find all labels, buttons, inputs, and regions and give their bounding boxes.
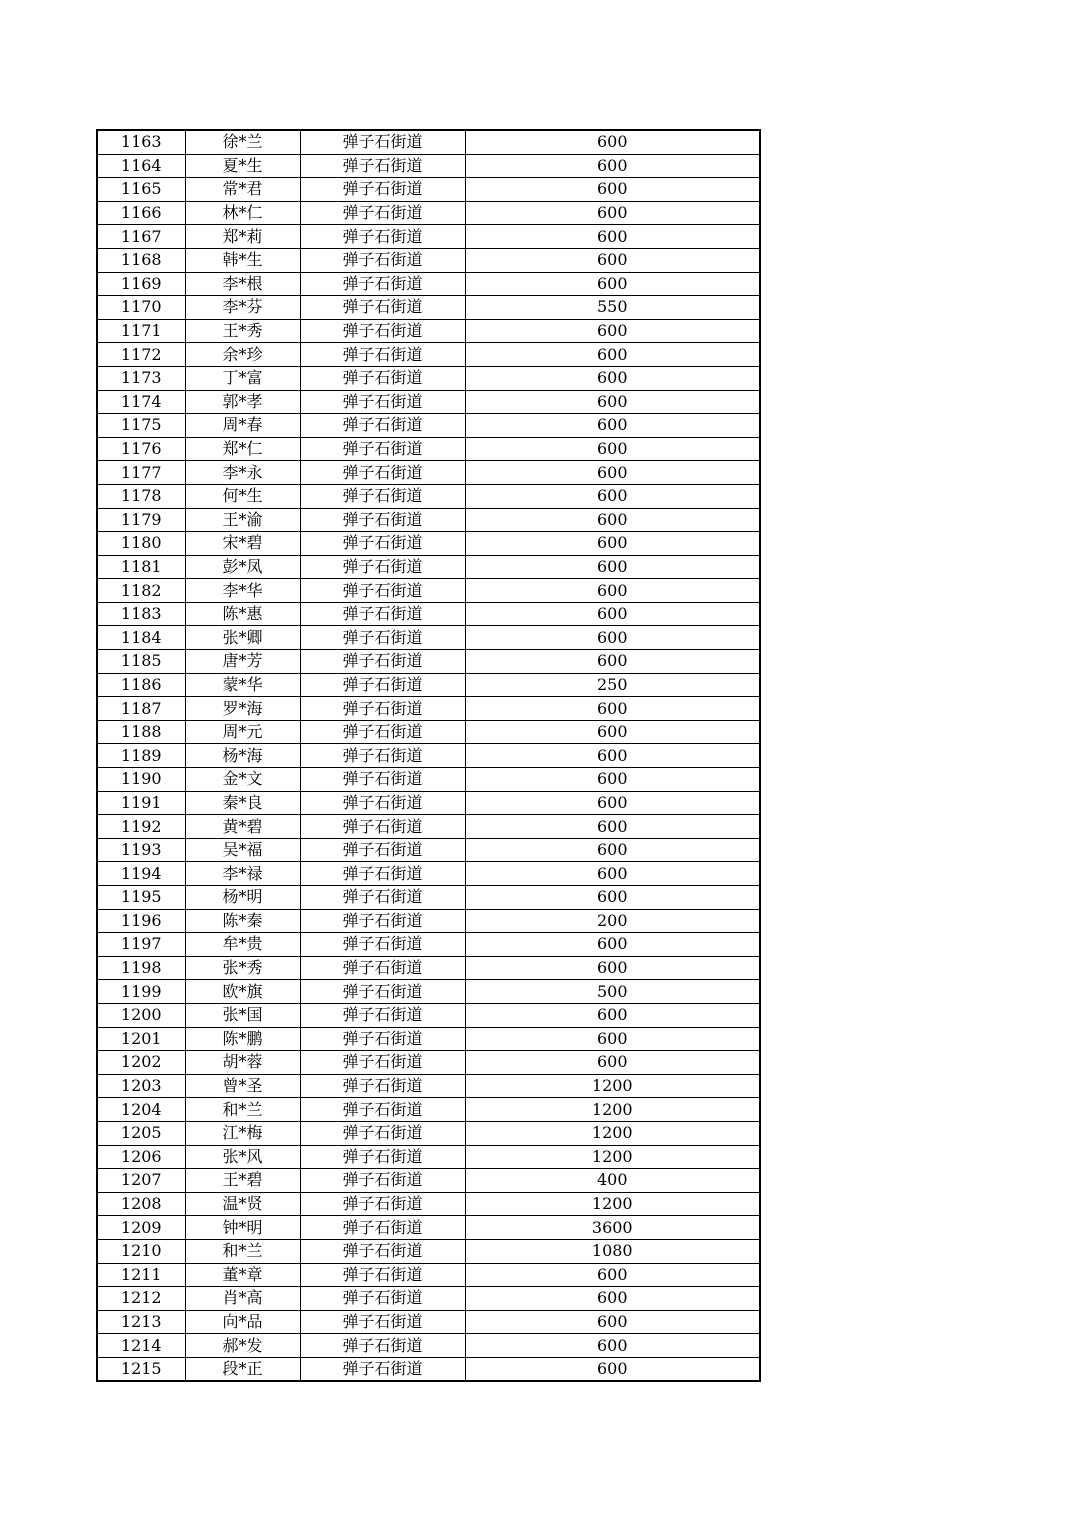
street-cell: 弹子石街道: [300, 154, 465, 178]
row-number-cell: 1174: [97, 390, 185, 414]
amount-cell: 600: [465, 461, 760, 485]
amount-cell: 600: [465, 201, 760, 225]
table-row: [97, 154, 760, 178]
row-number-cell: 1203: [97, 1074, 185, 1098]
name-cell: 韩*生: [185, 248, 300, 272]
row-number-cell: 1167: [97, 225, 185, 249]
table-row: [97, 697, 760, 721]
name-cell: 董*章: [185, 1263, 300, 1287]
row-number-cell: 1214: [97, 1334, 185, 1358]
amount-cell: 1200: [465, 1098, 760, 1122]
table-row: [97, 1027, 760, 1051]
name-cell: 王*碧: [185, 1169, 300, 1193]
name-cell: 常*君: [185, 178, 300, 202]
amount-cell: 600: [465, 602, 760, 626]
street-cell: 弹子石街道: [300, 933, 465, 957]
street-cell: 弹子石街道: [300, 744, 465, 768]
street-cell: 弹子石街道: [300, 886, 465, 910]
table-row: [97, 720, 760, 744]
amount-cell: 250: [465, 673, 760, 697]
table-row: [97, 838, 760, 862]
street-cell: 弹子石街道: [300, 650, 465, 674]
street-cell: 弹子石街道: [300, 508, 465, 532]
street-cell: 弹子石街道: [300, 838, 465, 862]
row-number-cell: 1200: [97, 1003, 185, 1027]
street-cell: 弹子石街道: [300, 956, 465, 980]
street-cell: 弹子石街道: [300, 862, 465, 886]
street-cell: 弹子石街道: [300, 1027, 465, 1051]
row-number-cell: 1192: [97, 815, 185, 839]
table-row: [97, 602, 760, 626]
row-number-cell: 1175: [97, 414, 185, 438]
name-cell: 徐*兰: [185, 130, 300, 154]
amount-cell: 600: [465, 130, 760, 154]
name-cell: 张*风: [185, 1145, 300, 1169]
street-cell: 弹子石街道: [300, 484, 465, 508]
street-cell: 弹子石街道: [300, 980, 465, 1004]
table-row: [97, 579, 760, 603]
street-cell: 弹子石街道: [300, 319, 465, 343]
street-cell: 弹子石街道: [300, 366, 465, 390]
table-row: [97, 1074, 760, 1098]
street-cell: 弹子石街道: [300, 1051, 465, 1075]
name-cell: 杨*明: [185, 886, 300, 910]
table-row: [97, 225, 760, 249]
table-row: [97, 201, 760, 225]
row-number-cell: 1210: [97, 1239, 185, 1263]
table-row: [97, 484, 760, 508]
street-cell: 弹子石街道: [300, 1239, 465, 1263]
table-row: [97, 508, 760, 532]
street-cell: 弹子石街道: [300, 1145, 465, 1169]
name-cell: 王*渝: [185, 508, 300, 532]
table-row: [97, 178, 760, 202]
amount-cell: 1200: [465, 1074, 760, 1098]
street-cell: 弹子石街道: [300, 248, 465, 272]
row-number-cell: 1179: [97, 508, 185, 532]
name-cell: 彭*凤: [185, 555, 300, 579]
table-row: [97, 744, 760, 768]
street-cell: 弹子石街道: [300, 296, 465, 320]
name-cell: 李*华: [185, 579, 300, 603]
name-cell: 余*珍: [185, 343, 300, 367]
name-cell: 罗*海: [185, 697, 300, 721]
row-number-cell: 1202: [97, 1051, 185, 1075]
table-row: [97, 532, 760, 556]
amount-cell: 600: [465, 862, 760, 886]
table-row: [97, 1357, 760, 1381]
name-cell: 温*贤: [185, 1192, 300, 1216]
row-number-cell: 1205: [97, 1121, 185, 1145]
amount-cell: 600: [465, 791, 760, 815]
street-cell: 弹子石街道: [300, 602, 465, 626]
street-cell: 弹子石街道: [300, 178, 465, 202]
table-row: [97, 815, 760, 839]
amount-cell: 600: [465, 366, 760, 390]
name-cell: 李*禄: [185, 862, 300, 886]
amount-cell: 600: [465, 838, 760, 862]
row-number-cell: 1194: [97, 862, 185, 886]
row-number-cell: 1209: [97, 1216, 185, 1240]
amount-cell: 400: [465, 1169, 760, 1193]
amount-cell: 600: [465, 343, 760, 367]
table-row: [97, 980, 760, 1004]
name-cell: 黄*碧: [185, 815, 300, 839]
row-number-cell: 1190: [97, 768, 185, 792]
name-cell: 曾*圣: [185, 1074, 300, 1098]
row-number-cell: 1164: [97, 154, 185, 178]
amount-cell: 600: [465, 626, 760, 650]
name-cell: 周*元: [185, 720, 300, 744]
amount-cell: 1200: [465, 1145, 760, 1169]
row-number-cell: 1215: [97, 1357, 185, 1381]
amount-cell: 600: [465, 178, 760, 202]
amount-cell: 600: [465, 390, 760, 414]
amount-cell: 600: [465, 225, 760, 249]
name-cell: 陈*惠: [185, 602, 300, 626]
amount-cell: 200: [465, 909, 760, 933]
table-row: [97, 862, 760, 886]
name-cell: 郑*仁: [185, 437, 300, 461]
row-number-cell: 1168: [97, 248, 185, 272]
amount-cell: 1200: [465, 1192, 760, 1216]
amount-cell: 600: [465, 154, 760, 178]
name-cell: 李*芬: [185, 296, 300, 320]
name-cell: 王*秀: [185, 319, 300, 343]
row-number-cell: 1191: [97, 791, 185, 815]
amount-cell: 600: [465, 744, 760, 768]
table-row: [97, 461, 760, 485]
name-cell: 李*永: [185, 461, 300, 485]
street-cell: 弹子石街道: [300, 414, 465, 438]
amount-cell: 600: [465, 1287, 760, 1311]
row-number-cell: 1189: [97, 744, 185, 768]
amount-cell: 600: [465, 437, 760, 461]
street-cell: 弹子石街道: [300, 1357, 465, 1381]
table-row: [97, 956, 760, 980]
street-cell: 弹子石街道: [300, 532, 465, 556]
street-cell: 弹子石街道: [300, 1169, 465, 1193]
row-number-cell: 1193: [97, 838, 185, 862]
table-row: [97, 296, 760, 320]
row-number-cell: 1165: [97, 178, 185, 202]
row-number-cell: 1173: [97, 366, 185, 390]
street-cell: 弹子石街道: [300, 272, 465, 296]
row-number-cell: 1199: [97, 980, 185, 1004]
street-cell: 弹子石街道: [300, 909, 465, 933]
amount-cell: 600: [465, 555, 760, 579]
table-row: [97, 1121, 760, 1145]
table-row: [97, 437, 760, 461]
table-row: [97, 343, 760, 367]
name-cell: 杨*海: [185, 744, 300, 768]
row-number-cell: 1198: [97, 956, 185, 980]
table-row: [97, 1145, 760, 1169]
name-cell: 郭*孝: [185, 390, 300, 414]
table-row: [97, 319, 760, 343]
amount-cell: 600: [465, 815, 760, 839]
row-number-cell: 1177: [97, 461, 185, 485]
street-cell: 弹子石街道: [300, 225, 465, 249]
street-cell: 弹子石街道: [300, 697, 465, 721]
row-number-cell: 1172: [97, 343, 185, 367]
row-number-cell: 1163: [97, 130, 185, 154]
amount-cell: 550: [465, 296, 760, 320]
name-cell: 郑*莉: [185, 225, 300, 249]
amount-cell: 600: [465, 319, 760, 343]
name-cell: 欧*旗: [185, 980, 300, 1004]
name-cell: 胡*蓉: [185, 1051, 300, 1075]
row-number-cell: 1186: [97, 673, 185, 697]
street-cell: 弹子石街道: [300, 1216, 465, 1240]
street-cell: 弹子石街道: [300, 1003, 465, 1027]
amount-cell: 600: [465, 484, 760, 508]
table-row: [97, 272, 760, 296]
street-cell: 弹子石街道: [300, 390, 465, 414]
table-row: [97, 390, 760, 414]
table-row: [97, 1003, 760, 1027]
street-cell: 弹子石街道: [300, 343, 465, 367]
table-row: [97, 414, 760, 438]
row-number-cell: 1170: [97, 296, 185, 320]
name-cell: 肖*高: [185, 1287, 300, 1311]
amount-cell: 600: [465, 579, 760, 603]
street-cell: 弹子石街道: [300, 626, 465, 650]
name-cell: 段*正: [185, 1357, 300, 1381]
table-row: [97, 1192, 760, 1216]
table-row: [97, 933, 760, 957]
street-cell: 弹子石街道: [300, 1334, 465, 1358]
table-body: [97, 130, 760, 1381]
amount-cell: 600: [465, 1310, 760, 1334]
name-cell: 和*兰: [185, 1239, 300, 1263]
table-row: [97, 768, 760, 792]
table-row: [97, 650, 760, 674]
name-cell: 张*国: [185, 1003, 300, 1027]
amount-cell: 600: [465, 933, 760, 957]
amount-cell: 600: [465, 248, 760, 272]
amount-cell: 600: [465, 1263, 760, 1287]
name-cell: 江*梅: [185, 1121, 300, 1145]
table-row: [97, 1263, 760, 1287]
table-row: [97, 248, 760, 272]
amount-cell: 600: [465, 532, 760, 556]
street-cell: 弹子石街道: [300, 201, 465, 225]
name-cell: 陈*鹏: [185, 1027, 300, 1051]
name-cell: 牟*贵: [185, 933, 300, 957]
row-number-cell: 1204: [97, 1098, 185, 1122]
name-cell: 陈*秦: [185, 909, 300, 933]
row-number-cell: 1187: [97, 697, 185, 721]
row-number-cell: 1213: [97, 1310, 185, 1334]
street-cell: 弹子石街道: [300, 130, 465, 154]
row-number-cell: 1207: [97, 1169, 185, 1193]
street-cell: 弹子石街道: [300, 1098, 465, 1122]
street-cell: 弹子石街道: [300, 1121, 465, 1145]
table-row: [97, 626, 760, 650]
table-row: [97, 1098, 760, 1122]
row-number-cell: 1185: [97, 650, 185, 674]
amount-cell: 600: [465, 886, 760, 910]
name-cell: 金*文: [185, 768, 300, 792]
table-row: [97, 366, 760, 390]
street-cell: 弹子石街道: [300, 437, 465, 461]
row-number-cell: 1188: [97, 720, 185, 744]
row-number-cell: 1176: [97, 437, 185, 461]
table-row: [97, 1051, 760, 1075]
row-number-cell: 1183: [97, 602, 185, 626]
row-number-cell: 1196: [97, 909, 185, 933]
name-cell: 和*兰: [185, 1098, 300, 1122]
amount-cell: 600: [465, 1003, 760, 1027]
amount-cell: 3600: [465, 1216, 760, 1240]
amount-cell: 600: [465, 697, 760, 721]
street-cell: 弹子石街道: [300, 461, 465, 485]
table-row: [97, 886, 760, 910]
amount-cell: 600: [465, 1027, 760, 1051]
row-number-cell: 1195: [97, 886, 185, 910]
table-row: [97, 130, 760, 154]
data-table: [96, 129, 761, 1382]
amount-cell: 600: [465, 720, 760, 744]
row-number-cell: 1178: [97, 484, 185, 508]
amount-cell: 600: [465, 956, 760, 980]
name-cell: 丁*富: [185, 366, 300, 390]
row-number-cell: 1201: [97, 1027, 185, 1051]
amount-cell: 1080: [465, 1239, 760, 1263]
street-cell: 弹子石街道: [300, 555, 465, 579]
amount-cell: 500: [465, 980, 760, 1004]
street-cell: 弹子石街道: [300, 768, 465, 792]
table-row: [97, 1334, 760, 1358]
street-cell: 弹子石街道: [300, 791, 465, 815]
row-number-cell: 1184: [97, 626, 185, 650]
name-cell: 钟*明: [185, 1216, 300, 1240]
table-row: [97, 555, 760, 579]
row-number-cell: 1181: [97, 555, 185, 579]
name-cell: 林*仁: [185, 201, 300, 225]
amount-cell: 600: [465, 650, 760, 674]
name-cell: 周*春: [185, 414, 300, 438]
name-cell: 宋*碧: [185, 532, 300, 556]
row-number-cell: 1197: [97, 933, 185, 957]
street-cell: 弹子石街道: [300, 1074, 465, 1098]
row-number-cell: 1211: [97, 1263, 185, 1287]
row-number-cell: 1212: [97, 1287, 185, 1311]
street-cell: 弹子石街道: [300, 673, 465, 697]
row-number-cell: 1208: [97, 1192, 185, 1216]
name-cell: 向*品: [185, 1310, 300, 1334]
name-cell: 何*生: [185, 484, 300, 508]
table-row: [97, 1169, 760, 1193]
amount-cell: 600: [465, 1357, 760, 1381]
name-cell: 唐*芳: [185, 650, 300, 674]
row-number-cell: 1171: [97, 319, 185, 343]
name-cell: 郝*发: [185, 1334, 300, 1358]
table-row: [97, 673, 760, 697]
name-cell: 秦*良: [185, 791, 300, 815]
amount-cell: 600: [465, 1051, 760, 1075]
row-number-cell: 1182: [97, 579, 185, 603]
street-cell: 弹子石街道: [300, 1287, 465, 1311]
street-cell: 弹子石街道: [300, 1310, 465, 1334]
name-cell: 夏*生: [185, 154, 300, 178]
table-row: [97, 1310, 760, 1334]
name-cell: 张*秀: [185, 956, 300, 980]
table-row: [97, 1239, 760, 1263]
table-row: [97, 909, 760, 933]
street-cell: 弹子石街道: [300, 1192, 465, 1216]
row-number-cell: 1169: [97, 272, 185, 296]
table-row: [97, 1216, 760, 1240]
street-cell: 弹子石街道: [300, 720, 465, 744]
street-cell: 弹子石街道: [300, 1263, 465, 1287]
name-cell: 张*卿: [185, 626, 300, 650]
row-number-cell: 1206: [97, 1145, 185, 1169]
street-cell: 弹子石街道: [300, 579, 465, 603]
table-row: [97, 791, 760, 815]
table-row: [97, 1287, 760, 1311]
row-number-cell: 1166: [97, 201, 185, 225]
amount-cell: 600: [465, 272, 760, 296]
street-cell: 弹子石街道: [300, 815, 465, 839]
amount-cell: 600: [465, 414, 760, 438]
amount-cell: 600: [465, 508, 760, 532]
amount-cell: 600: [465, 768, 760, 792]
name-cell: 李*根: [185, 272, 300, 296]
amount-cell: 600: [465, 1334, 760, 1358]
amount-cell: 1200: [465, 1121, 760, 1145]
row-number-cell: 1180: [97, 532, 185, 556]
name-cell: 吴*福: [185, 838, 300, 862]
name-cell: 蒙*华: [185, 673, 300, 697]
